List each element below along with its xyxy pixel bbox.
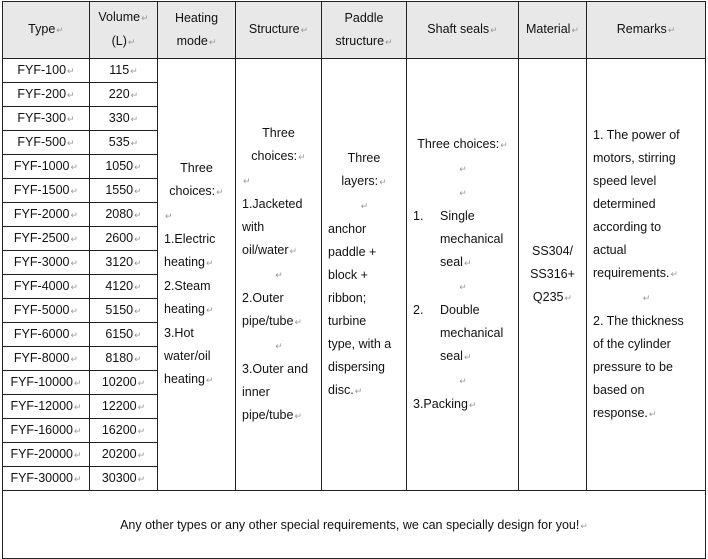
type-cell: FYF-300↵ [3,107,90,131]
paragraph-mark-icon: ↵ [490,25,498,35]
paragraph-mark-icon: ↵ [141,13,149,23]
paragraph-mark-icon: ↵ [379,176,387,187]
paragraph-mark-icon: ↵ [137,402,146,412]
header-type: Type↵ [3,2,90,59]
paragraph-mark-icon: ↵ [642,292,651,303]
paragraph-mark-icon: ↵ [294,316,302,327]
heating-mode-cell: Three choices:↵ ↵ 1.Electric heating↵ 2.Steam heating↵ 3.Hot water/oil heating↵ [158,59,236,491]
paragraph-mark-icon: ↵ [67,138,75,148]
paragraph-mark-icon: ↵ [70,330,79,340]
paragraph-mark-icon: ↵ [130,114,139,124]
volume-cell: 20200↵ [90,443,158,467]
paragraph-mark-icon: ↵ [670,268,678,279]
table-row [3,59,706,83]
paragraph-mark-icon: ↵ [206,375,214,385]
paragraph-mark-icon: ↵ [300,25,309,35]
type-cell: FYF-1000↵ [3,155,90,179]
paragraph-mark-icon: ↵ [127,37,136,47]
volume-cell: 1550↵ [90,179,158,203]
paragraph-mark-icon: ↵ [134,162,142,172]
paragraph-mark-icon: ↵ [73,402,82,412]
paragraph-mark-icon: ↵ [134,186,142,196]
paragraph-mark-icon: ↵ [354,385,363,396]
paddle-structure-cell: Three layers:↵ ↵ anchor paddle + block + ribbon; turbine type, with a dispersing disc.↵ [322,59,407,491]
paragraph-mark-icon: ↵ [130,90,139,100]
paragraph-mark-icon: ↵ [70,162,79,172]
paragraph-mark-icon: ↵ [580,520,588,531]
paragraph-mark-icon: ↵ [243,175,251,186]
volume-cell: 330↵ [90,107,158,131]
type-cell: FYF-30000↵ [3,467,90,491]
type-cell: FYF-200↵ [3,83,90,107]
type-cell: FYF-20000↵ [3,443,90,467]
volume-cell: 3120↵ [90,251,158,275]
volume-cell: 6150↵ [90,323,158,347]
shaft-seals-cell: Three choices:↵ ↵ ↵ 1. Single mechanical seal↵ ↵ 2. Double mechanical seal↵ ↵ 3.Packing↵ [407,59,519,491]
footer-note: Any other types or any other special requirements, we can specially design for you!↵ [3,491,706,559]
paragraph-mark-icon: ↵ [137,474,146,484]
paragraph-mark-icon: ↵ [73,426,82,436]
header-paddle-structure: Paddle structure↵ [322,2,407,59]
paragraph-mark-icon: ↵ [571,25,579,35]
paragraph-mark-icon: ↵ [134,282,142,292]
paragraph-mark-icon: ↵ [130,66,138,76]
paragraph-mark-icon: ↵ [137,450,146,460]
volume-cell: 2080↵ [90,203,158,227]
paragraph-mark-icon: ↵ [134,330,142,340]
paragraph-mark-icon: ↵ [667,25,676,35]
volume-cell: 1050↵ [90,155,158,179]
paragraph-mark-icon: ↵ [67,66,75,76]
paragraph-mark-icon: ↵ [459,281,467,292]
paragraph-mark-icon: ↵ [500,139,508,150]
paragraph-mark-icon: ↵ [134,306,142,316]
paragraph-mark-icon: ↵ [360,200,369,211]
paragraph-mark-icon: ↵ [134,354,142,364]
volume-cell: 10200↵ [90,371,158,395]
header-shaft-seals: Shaft seals↵ [407,2,519,59]
paragraph-mark-icon: ↵ [468,399,477,410]
paragraph-mark-icon: ↵ [73,450,82,460]
paragraph-mark-icon: ↵ [459,163,467,174]
type-cell: FYF-10000↵ [3,371,90,395]
structure-cell: Three choices:↵ ↵ 1.Jacketed with oil/water↵ ↵ 2.Outer pipe/tube↵ ↵ 3.Outer and inner pipe/tube↵ [236,59,322,491]
type-cell: FYF-3000↵ [3,251,90,275]
paragraph-mark-icon: ↵ [165,211,173,221]
material-cell: SS304/ SS316+ Q235↵ [519,59,587,491]
paragraph-mark-icon: ↵ [298,151,306,162]
type-cell: FYF-5000↵ [3,299,90,323]
type-cell: FYF-8000↵ [3,347,90,371]
paragraph-mark-icon: ↵ [56,25,64,35]
paragraph-mark-icon: ↵ [289,245,298,256]
paragraph-mark-icon: ↵ [134,210,142,220]
paragraph-mark-icon: ↵ [137,426,146,436]
type-cell: FYF-500↵ [3,131,90,155]
paragraph-mark-icon: ↵ [70,306,79,316]
paragraph-mark-icon: ↵ [70,354,79,364]
paragraph-mark-icon: ↵ [206,258,214,268]
paragraph-mark-icon: ↵ [275,269,283,280]
volume-cell: 16200↵ [90,419,158,443]
paragraph-mark-icon: ↵ [137,378,146,388]
volume-cell: 2600↵ [90,227,158,251]
spec-table [2,1,706,559]
header-row [3,2,706,59]
paragraph-mark-icon: ↵ [130,138,139,148]
paragraph-mark-icon: ↵ [206,305,214,315]
volume-cell: 115↵ [90,59,158,83]
paragraph-mark-icon: ↵ [134,234,142,244]
header-remarks: Remarks↵ [587,2,706,59]
paragraph-mark-icon: ↵ [134,258,142,268]
volume-cell: 220↵ [90,83,158,107]
volume-cell: 535↵ [90,131,158,155]
header-structure: Structure↵ [236,2,322,59]
volume-cell: 4120↵ [90,275,158,299]
volume-cell: 12200↵ [90,395,158,419]
volume-cell: 30300↵ [90,467,158,491]
paragraph-mark-icon: ↵ [208,36,217,47]
paragraph-mark-icon: ↵ [70,234,79,244]
paragraph-mark-icon: ↵ [73,474,82,484]
paragraph-mark-icon: ↵ [294,410,302,421]
paragraph-mark-icon: ↵ [385,36,393,47]
paragraph-mark-icon: ↵ [67,114,75,124]
paragraph-mark-icon: ↵ [459,187,467,198]
paragraph-mark-icon: ↵ [67,90,75,100]
paragraph-mark-icon: ↵ [564,292,573,303]
volume-cell: 8180↵ [90,347,158,371]
paragraph-mark-icon: ↵ [70,210,79,220]
type-cell: FYF-12000↵ [3,395,90,419]
header-material: Material↵ [519,2,587,59]
paragraph-mark-icon: ↵ [463,351,472,362]
header-heating-mode: Heating mode↵ [158,2,236,59]
type-cell: FYF-16000↵ [3,419,90,443]
type-cell: FYF-1500↵ [3,179,90,203]
remarks-cell: 1. The power of motors, stirring speed level determined according to actual requirements.↵ ↵ 2. The thickness of the cylinder pressure to be based on response.↵ [587,59,706,491]
footer-row [3,491,706,559]
volume-cell: 5150↵ [90,299,158,323]
paragraph-mark-icon: ↵ [70,282,79,292]
type-cell: FYF-4000↵ [3,275,90,299]
header-volume: Volume↵ (L)↵ [90,2,158,59]
type-cell: FYF-2500↵ [3,227,90,251]
paragraph-mark-icon: ↵ [70,186,79,196]
type-cell: FYF-6000↵ [3,323,90,347]
type-cell: FYF-100↵ [3,59,90,83]
paragraph-mark-icon: ↵ [463,257,472,268]
paragraph-mark-icon: ↵ [648,408,657,419]
paragraph-mark-icon: ↵ [459,375,467,386]
paragraph-mark-icon: ↵ [275,340,283,351]
paragraph-mark-icon: ↵ [73,378,82,388]
paragraph-mark-icon: ↵ [70,258,79,268]
type-cell: FYF-2000↵ [3,203,90,227]
paragraph-mark-icon: ↵ [216,187,224,197]
